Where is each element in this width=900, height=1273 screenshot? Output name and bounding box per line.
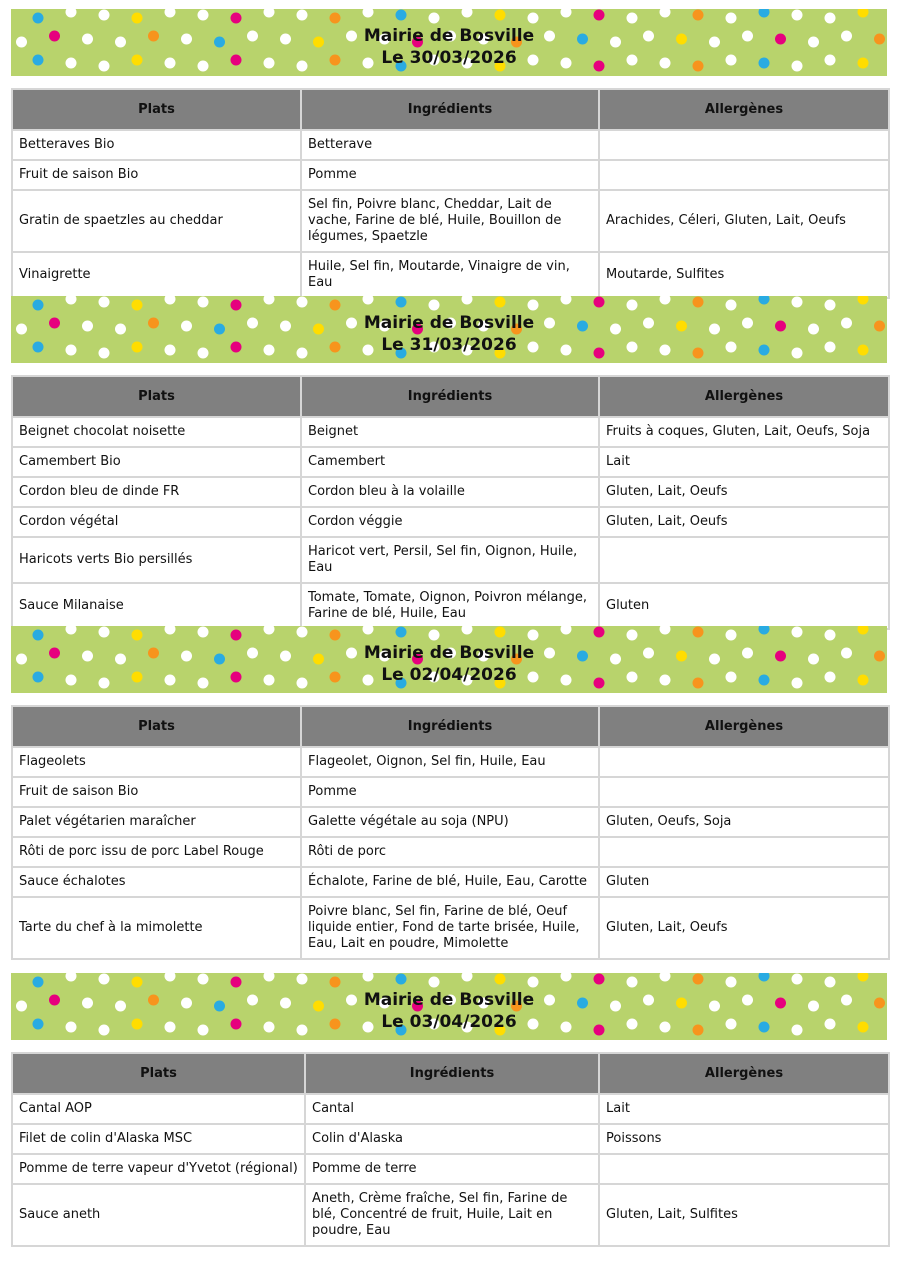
polka-dot [495, 297, 506, 308]
polka-dot [528, 630, 539, 641]
column-header-plats: Plats [12, 1053, 305, 1094]
table-row [12, 130, 889, 160]
polka-dot [231, 13, 242, 24]
polka-dot [429, 300, 440, 311]
polka-dot [198, 627, 209, 638]
polka-dot [561, 9, 572, 18]
polka-dot [792, 974, 803, 985]
polka-dot [66, 973, 77, 982]
banner-title [11, 642, 887, 686]
polka-dot [264, 296, 275, 305]
table-row [12, 447, 889, 477]
ingredients-cell: Pomme [301, 160, 599, 190]
polka-dot [330, 300, 341, 311]
table-row [12, 1184, 889, 1246]
polka-dot [198, 297, 209, 308]
menu-date: Le 30/03/2026 [381, 48, 517, 68]
polka-dot [726, 630, 737, 641]
plat-cell: Cantal AOP [12, 1094, 305, 1124]
ingredients-cell: Cordon véggie [301, 507, 599, 537]
table-row [12, 777, 889, 807]
plat-cell: Vinaigrette [12, 252, 301, 298]
polka-dot [33, 630, 44, 641]
allergenes-cell: Gluten, Oeufs, Soja [599, 807, 889, 837]
column-header-ingredients: Ingrédients [301, 376, 599, 417]
polka-dot [429, 977, 440, 988]
polka-dot [297, 974, 308, 985]
day-banner [11, 626, 887, 693]
ingredients-cell: Cantal [305, 1094, 599, 1124]
polka-dot [660, 626, 671, 635]
polka-dot [330, 13, 341, 24]
allergenes-cell: Lait [599, 447, 889, 477]
plat-cell: Gratin de spaetzles au cheddar [12, 190, 301, 252]
allergenes-cell: Arachides, Céleri, Gluten, Lait, Oeufs [599, 190, 889, 252]
polka-dot [132, 977, 143, 988]
polka-dot [759, 9, 770, 18]
polka-dot [231, 977, 242, 988]
column-header-allergenes: Allergènes [599, 376, 889, 417]
polka-dot [726, 13, 737, 24]
mairie-name: Mairie de Bosville [363, 26, 535, 46]
polka-dot [528, 977, 539, 988]
allergenes-cell: Gluten [599, 867, 889, 897]
polka-dot [660, 296, 671, 305]
polka-dot [825, 630, 836, 641]
polka-dot [429, 630, 440, 641]
allergenes-cell: Poissons [599, 1124, 889, 1154]
allergenes-cell: Gluten, Lait, Oeufs [599, 477, 889, 507]
column-header-ingredients: Ingrédients [301, 89, 599, 130]
table-row [12, 477, 889, 507]
table-row [12, 537, 889, 583]
polka-dot [627, 13, 638, 24]
column-header-plats: Plats [12, 706, 301, 747]
polka-dot [528, 13, 539, 24]
ingredients-cell: Aneth, Crème fraîche, Sel fin, Farine de blé, Concentré de fruit, Huile, Lait en poudre, Eau [305, 1184, 599, 1246]
ingredients-cell: Betterave [301, 130, 599, 160]
polka-dot [99, 297, 110, 308]
polka-dot [627, 300, 638, 311]
polka-dot [792, 627, 803, 638]
mairie-name: Mairie de Bosville [363, 313, 535, 333]
menu-date: Le 02/04/2026 [381, 665, 517, 685]
plat-cell: Fruit de saison Bio [12, 160, 301, 190]
polka-dot [594, 297, 605, 308]
allergenes-cell [599, 160, 889, 190]
polka-dot [264, 9, 275, 18]
allergenes-cell: Lait [599, 1094, 889, 1124]
polka-dot [561, 626, 572, 635]
ingredients-cell: Poivre blanc, Sel fin, Farine de blé, Oeuf liquide entier, Fond de tarte brisée, Huile, Eau, Lait en poudre, Mimolette [301, 897, 599, 959]
day-banner [11, 973, 887, 1040]
polka-dot [99, 10, 110, 21]
polka-dot [726, 977, 737, 988]
polka-dot [792, 10, 803, 21]
polka-dot [165, 296, 176, 305]
polka-dot [759, 296, 770, 305]
menu-table [11, 1052, 890, 1247]
polka-dot [363, 296, 374, 305]
polka-dot [99, 974, 110, 985]
polka-dot [264, 626, 275, 635]
polka-dot [297, 10, 308, 21]
polka-dot [396, 10, 407, 21]
polka-dot [363, 626, 374, 635]
polka-dot [396, 627, 407, 638]
polka-dot [231, 630, 242, 641]
plat-cell: Sauce Milanaise [12, 583, 301, 629]
polka-dot [594, 10, 605, 21]
polka-dot [825, 13, 836, 24]
polka-dot [693, 974, 704, 985]
day-banner [11, 296, 887, 363]
polka-dot [165, 626, 176, 635]
polka-dot [429, 13, 440, 24]
column-header-plats: Plats [12, 89, 301, 130]
allergenes-cell: Gluten, Lait, Sulfites [599, 1184, 889, 1246]
table-row [12, 190, 889, 252]
plat-cell: Camembert Bio [12, 447, 301, 477]
polka-dot [495, 974, 506, 985]
polka-dot [660, 9, 671, 18]
column-header-plats: Plats [12, 376, 301, 417]
allergenes-cell: Moutarde, Sulfites [599, 252, 889, 298]
polka-dot [297, 297, 308, 308]
ingredients-cell: Pomme [301, 777, 599, 807]
ingredients-cell: Flageolet, Oignon, Sel fin, Huile, Eau [301, 747, 599, 777]
polka-dot [33, 13, 44, 24]
menu-table [11, 705, 890, 960]
polka-dot [330, 977, 341, 988]
table-row [12, 160, 889, 190]
table-row [12, 1124, 889, 1154]
plat-cell: Rôti de porc issu de porc Label Rouge [12, 837, 301, 867]
allergenes-cell [599, 777, 889, 807]
allergenes-cell [599, 130, 889, 160]
banner-title [11, 312, 887, 356]
polka-dot [495, 10, 506, 21]
plat-cell: Betteraves Bio [12, 130, 301, 160]
polka-dot [363, 9, 374, 18]
table-row [12, 417, 889, 447]
ingredients-cell: Haricot vert, Persil, Sel fin, Oignon, Huile, Eau [301, 537, 599, 583]
polka-dot [627, 977, 638, 988]
polka-dot [99, 627, 110, 638]
polka-dot [495, 627, 506, 638]
allergenes-cell: Gluten [599, 583, 889, 629]
polka-dot [858, 296, 869, 305]
polka-dot [132, 300, 143, 311]
polka-dot [198, 10, 209, 21]
polka-dot [66, 296, 77, 305]
polka-dot [825, 977, 836, 988]
plat-cell: Sauce échalotes [12, 867, 301, 897]
allergenes-cell: Gluten, Lait, Oeufs [599, 897, 889, 959]
allergenes-cell [599, 537, 889, 583]
column-header-allergenes: Allergènes [599, 706, 889, 747]
table-row [12, 897, 889, 959]
allergenes-cell: Gluten, Lait, Oeufs [599, 507, 889, 537]
polka-dot [462, 973, 473, 982]
allergenes-cell [599, 1154, 889, 1184]
polka-dot [462, 9, 473, 18]
ingredients-cell: Échalote, Farine de blé, Huile, Eau, Carotte [301, 867, 599, 897]
polka-dot [693, 10, 704, 21]
polka-dot [66, 9, 77, 18]
polka-dot [165, 973, 176, 982]
table-row [12, 807, 889, 837]
plat-cell: Haricots verts Bio persillés [12, 537, 301, 583]
plat-cell: Palet végétarien maraîcher [12, 807, 301, 837]
polka-dot [858, 9, 869, 18]
plat-cell: Cordon bleu de dinde FR [12, 477, 301, 507]
polka-dot [396, 297, 407, 308]
polka-dot [231, 300, 242, 311]
polka-dot [198, 974, 209, 985]
polka-dot [726, 300, 737, 311]
polka-dot [165, 9, 176, 18]
plat-cell: Beignet chocolat noisette [12, 417, 301, 447]
allergenes-cell [599, 747, 889, 777]
ingredients-cell: Beignet [301, 417, 599, 447]
polka-dot [264, 973, 275, 982]
banner-title [11, 989, 887, 1033]
plat-cell: Pomme de terre vapeur d'Yvetot (régional) [12, 1154, 305, 1184]
ingredients-cell: Colin d'Alaska [305, 1124, 599, 1154]
polka-dot [858, 626, 869, 635]
polka-dot [825, 300, 836, 311]
table-row [12, 867, 889, 897]
ingredients-cell: Camembert [301, 447, 599, 477]
plat-cell: Filet de colin d'Alaska MSC [12, 1124, 305, 1154]
plat-cell: Sauce aneth [12, 1184, 305, 1246]
polka-dot [561, 296, 572, 305]
day-banner [11, 9, 887, 76]
table-row [12, 747, 889, 777]
polka-dot [561, 973, 572, 982]
ingredients-cell: Huile, Sel fin, Moutarde, Vinaigre de vin, Eau [301, 252, 599, 298]
polka-dot [693, 297, 704, 308]
polka-dot [33, 977, 44, 988]
column-header-allergenes: Allergènes [599, 1053, 889, 1094]
mairie-name: Mairie de Bosville [363, 990, 535, 1010]
ingredients-cell: Cordon bleu à la volaille [301, 477, 599, 507]
polka-dot [330, 630, 341, 641]
table-row [12, 507, 889, 537]
polka-dot [627, 630, 638, 641]
ingredients-cell: Pomme de terre [305, 1154, 599, 1184]
menu-date: Le 31/03/2026 [381, 335, 517, 355]
column-header-allergenes: Allergènes [599, 89, 889, 130]
polka-dot [594, 627, 605, 638]
menu-table [11, 88, 890, 299]
column-header-ingredients: Ingrédients [301, 706, 599, 747]
table-row [12, 252, 889, 298]
plat-cell: Tarte du chef à la mimolette [12, 897, 301, 959]
polka-dot [660, 973, 671, 982]
polka-dot [297, 627, 308, 638]
table-row [12, 1094, 889, 1124]
polka-dot [396, 974, 407, 985]
polka-dot [66, 626, 77, 635]
ingredients-cell: Galette végétale au soja (NPU) [301, 807, 599, 837]
polka-dot [759, 973, 770, 982]
menu-table [11, 375, 890, 630]
polka-dot [462, 626, 473, 635]
plat-cell: Flageolets [12, 747, 301, 777]
polka-dot [759, 626, 770, 635]
allergenes-cell: Fruits à coques, Gluten, Lait, Oeufs, Soja [599, 417, 889, 447]
column-header-ingredients: Ingrédients [305, 1053, 599, 1094]
table-row [12, 1154, 889, 1184]
table-row [12, 583, 889, 629]
table-row [12, 837, 889, 867]
polka-dot [363, 973, 374, 982]
polka-dot [462, 296, 473, 305]
menu-date: Le 03/04/2026 [381, 1012, 517, 1032]
polka-dot [792, 297, 803, 308]
banner-title [11, 25, 887, 69]
polka-dot [132, 13, 143, 24]
ingredients-cell: Tomate, Tomate, Oignon, Poivron mélange, Farine de blé, Huile, Eau [301, 583, 599, 629]
polka-dot [33, 300, 44, 311]
allergenes-cell [599, 837, 889, 867]
ingredients-cell: Sel fin, Poivre blanc, Cheddar, Lait de vache, Farine de blé, Huile, Bouillon de légumes, Spaetzle [301, 190, 599, 252]
polka-dot [528, 300, 539, 311]
plat-cell: Cordon végétal [12, 507, 301, 537]
polka-dot [594, 974, 605, 985]
plat-cell: Fruit de saison Bio [12, 777, 301, 807]
polka-dot [858, 973, 869, 982]
ingredients-cell: Rôti de porc [301, 837, 599, 867]
polka-dot [132, 630, 143, 641]
mairie-name: Mairie de Bosville [363, 643, 535, 663]
polka-dot [693, 627, 704, 638]
